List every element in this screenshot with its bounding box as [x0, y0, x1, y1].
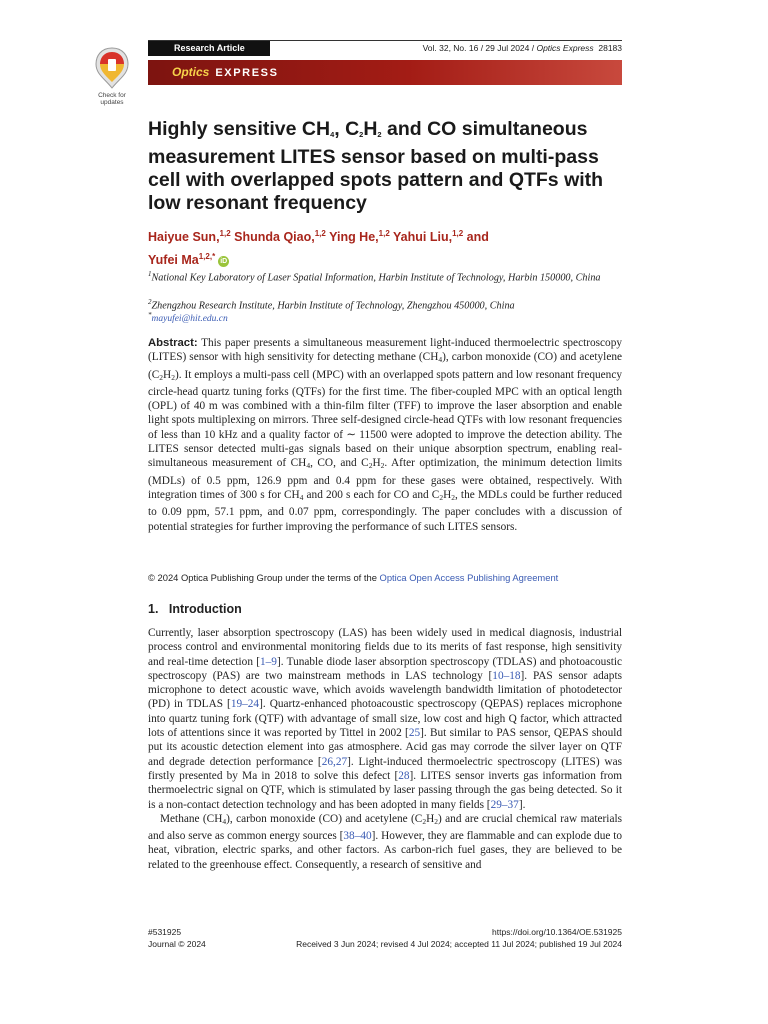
oa-agreement-link[interactable]: Optica Open Access Publishing Agreement — [379, 572, 559, 583]
email-link[interactable]: mayufei@hit.edu.cn — [151, 314, 228, 325]
journal-logo — [172, 64, 279, 81]
check-for-updates-label: Check for updates — [98, 92, 126, 106]
page-number: 28183 — [598, 43, 622, 53]
author: Haiyue Sun, — [148, 230, 220, 245]
author-list — [148, 224, 628, 270]
article-type-label: Research Article — [148, 41, 270, 56]
introduction-body — [148, 626, 622, 872]
aff2-text: Zhengzhou Research Institute, Harbin Institute of Technology, Zhengzhou 450000, China — [151, 300, 515, 312]
citation-link[interactable]: 38–40 — [343, 830, 372, 843]
email-sup: * — [148, 311, 152, 319]
check-for-updates-icon[interactable] — [90, 44, 134, 92]
author-affil-sup: 1,2 — [378, 229, 390, 238]
logo-optics: Optics — [172, 65, 210, 79]
citation-link[interactable]: 19–24 — [230, 698, 260, 711]
issue-text: Vol. 32, No. 16 / 29 Jul 2024 / — [422, 43, 537, 53]
publication-dates: Received 3 Jun 2024; revised 4 Jul 2024; accepted 11 Jul 2024; published 19 Jul 2024 — [296, 939, 622, 949]
copyright-text: © 2024 Optica Publishing Group under the terms of the — [148, 572, 380, 583]
citation-link[interactable]: 1–9 — [260, 655, 277, 668]
author: Yufei Ma — [148, 253, 199, 268]
aff2-sup: 2 — [148, 298, 152, 306]
corresponding-email — [148, 309, 628, 326]
author: Yahui Liu, — [393, 230, 453, 245]
author: Ying He, — [329, 230, 379, 245]
orcid-icon[interactable]: iD — [220, 257, 228, 265]
issue-info — [423, 42, 622, 54]
author-affil-sup: 1,2 — [452, 229, 464, 238]
journal-copyright: Journal © 2024 — [148, 939, 206, 949]
journal-name: Optics Express — [536, 43, 594, 53]
citation-link[interactable]: 25 — [408, 727, 421, 740]
footer-right — [296, 926, 622, 950]
author-affil-sup: 1,2,* — [198, 252, 216, 262]
logo-express: EXPRESS — [215, 67, 279, 79]
section-heading: 1. Introduction — [148, 602, 242, 616]
author-affil-sup: 1,2 — [219, 229, 231, 238]
intro-paragraph-2: Methane $(CH_4)$, carbon monoxide (CO) and acetylene $(C_2H_2)$ and are crucial chemical raw materials and also serve as common energy sources [38–40]. However, they are flammable and can explode due to heat, vibration, electric sparks, and other factors. As carbon-rich fuel gases, they are believed to be related to the greenhouse effect. Consequently, a research of sensitive and — [148, 812, 623, 871]
abstract-label: Abstract: — [148, 337, 198, 349]
intro-paragraph-1: Currently, laser absorption spectroscopy (LAS) has been widely used in medical diagnosis, industrial process control and environmental monitoring fields due to its merits of fast response, high sensitivity and real-time detection [1–9]. Tunable diode laser absorption spectroscopy (TDLAS) and photoacoustic spectroscopy (PAS) are two mainstream methods in LAS technology [10–18]. PAS sensor adapts microphone to detect acoustic wave, which avoids wavelength bandwidth limitation of photodetector (PD) in TDLAS [19–24]. Quartz-enhanced photoacoustic spectroscopy (QEPAS) replaces microphone into quartz tuning fork (QTF) with advantage of small size, low cost and high Q factor, which attracted lots of attentions since it was reported by Tittel in 2002 [25]. But similar to PAS sensor, QEPAS should put its acoustic detection element into gas atmosphere. Acid gas may corrode the silver layer on QTF and degrade detection performance [26,27]. Light-induced thermoelectric spectroscopy (LITES) was firstly presented by Ma in 2018 to solve this defect [28]. LITES sensor inverts gas information from thermoelectric signal on QTF, which is stimulated by laser passing through the gas being detected. So it is a non-contact detection technology and has been adopted in many fields [29–37]. — [148, 627, 623, 811]
author: Shunda Qiao, — [234, 230, 315, 245]
author-affil-sup: 1,2 — [314, 229, 326, 238]
doi-link[interactable]: https://doi.org/10.1364/OE.531925 — [492, 927, 622, 937]
citation-link[interactable]: 26,27 — [321, 755, 348, 768]
footer-left — [148, 926, 206, 950]
affiliation-1 — [148, 268, 628, 285]
abstract: Abstract: This paper presents a simultaneous measurement light-induced thermoelectric spectroscopy (LITES) sensor with high sensitivity for detecting methane $(CH_4)$, carbon monoxide (CO) and acetylene $(C_2H_2)$. It employs a multi-pass cell (MPC) with an overlapped spots pattern and low resonant frequency circle-head quartz tuning forks (QTFs) for the first time. The fiber-coupled MPC with an optical length (OPL) of 40 m was combined with a thin-film filter (TFF) to improve the laser absorption and enable light spots multiplexing on mirrors. Three self-designed circle-head QTFs with low resonant frequencies of less than 10 kHz and a quality factor of ∼ 11500 were adopted to improve the detection ability. The LITES sensor detected multi-gas signals based on their unique absorption spectrum, enabling real-simultaneous measurement of $CH_4$, CO, and $C_2H_2$. After optimization, the minimum detection limits (MDLs) of 0.5 ppm, 126.9 ppm and 0.4 ppm for these gases were obtained, respectively. With integration times of 300 s for $CH_4$ and 200 s each for CO and $C_2H_2$, the MDLs could be further reduced to 0.09 ppm, 57.1 ppm, and 0.07 ppm, correspondingly. The paper concludes with a discussion of potential strategies for further improving the performance of such LITES sensors. — [148, 337, 622, 533]
citation-link[interactable]: 28 — [398, 769, 410, 782]
aff1-text: National Key Laboratory of Laser Spatial Information, Harbin Institute of Technology, Harbin 150000, China — [151, 272, 601, 284]
copyright-line — [148, 571, 558, 585]
article-id: #531925 — [148, 927, 182, 937]
author-conjunction: and — [466, 230, 489, 245]
citation-link[interactable]: 29–37 — [490, 798, 519, 811]
citation-link[interactable]: 10–18 — [492, 669, 521, 682]
article-title: Highly sensitive $CH_4$, $C_2H_2$ and CO simultaneous measurement LITES sensor based on multi-pass cell with overlapped spots pattern and QTFs with low resonant frequency — [148, 118, 604, 214]
aff1-sup: 1 — [148, 270, 152, 278]
